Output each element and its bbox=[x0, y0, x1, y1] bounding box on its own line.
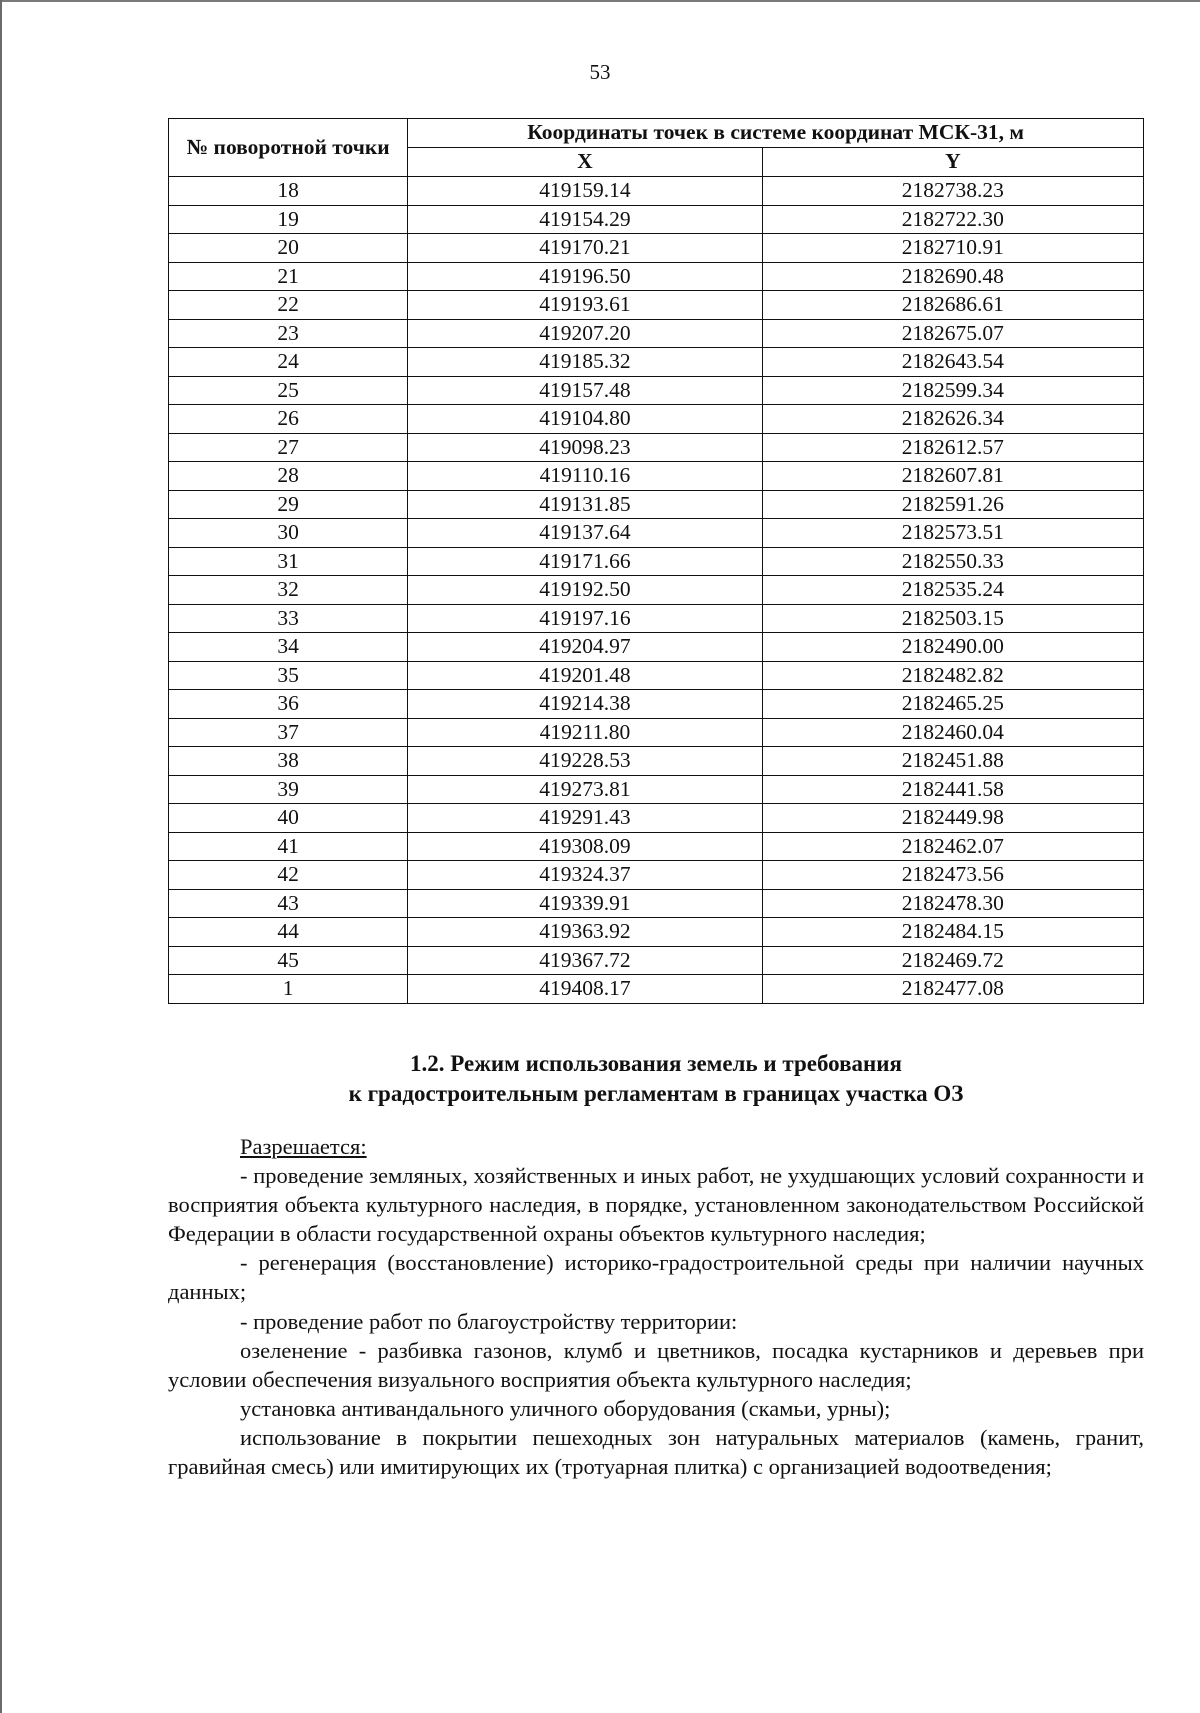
cell-x: 419185.32 bbox=[408, 348, 762, 377]
cell-y: 2182449.98 bbox=[762, 804, 1143, 833]
cell-n: 40 bbox=[169, 804, 408, 833]
cell-n: 32 bbox=[169, 576, 408, 605]
header-point-number: № поворотной точки bbox=[169, 119, 408, 177]
cell-n: 18 bbox=[169, 177, 408, 206]
cell-n: 20 bbox=[169, 234, 408, 263]
cell-y: 2182478.30 bbox=[762, 889, 1143, 918]
table-row bbox=[169, 918, 1144, 947]
cell-y: 2182477.08 bbox=[762, 975, 1143, 1004]
cell-y: 2182686.61 bbox=[762, 291, 1143, 320]
cell-x: 419171.66 bbox=[408, 547, 762, 576]
cell-x: 419204.97 bbox=[408, 633, 762, 662]
paragraph: - регенерация (восстановление) историко-градостроительной среды при наличии научных данных; bbox=[168, 1250, 1144, 1305]
cell-n: 21 bbox=[169, 262, 408, 291]
cell-n: 1 bbox=[169, 975, 408, 1004]
section-heading bbox=[168, 1049, 1144, 1109]
cell-x: 419196.50 bbox=[408, 262, 762, 291]
cell-n: 23 bbox=[169, 319, 408, 348]
cell-n: 43 bbox=[169, 889, 408, 918]
cell-n: 29 bbox=[169, 490, 408, 519]
table-row bbox=[169, 262, 1144, 291]
cell-x: 419324.37 bbox=[408, 861, 762, 890]
cell-y: 2182503.15 bbox=[762, 604, 1143, 633]
paragraph: - проведение земляных, хозяйственных и иных работ, не ухудшающих условий сохранности и восприятия объекта культурного наследия, в порядке, установленном законодательством Российской Федерации в области государственной охраны объектов культурного наследия; bbox=[168, 1163, 1144, 1247]
cell-x: 419211.80 bbox=[408, 718, 762, 747]
cell-y: 2182460.04 bbox=[762, 718, 1143, 747]
section-heading-line-2: к градостроительным регламентам в границах участка ОЗ bbox=[348, 1081, 964, 1106]
table-body bbox=[169, 177, 1144, 1004]
table-row bbox=[169, 747, 1144, 776]
cell-y: 2182465.25 bbox=[762, 690, 1143, 719]
allowed-label: Разрешается: bbox=[240, 1134, 367, 1159]
cell-x: 419367.72 bbox=[408, 946, 762, 975]
table-row bbox=[169, 576, 1144, 605]
table-row bbox=[169, 433, 1144, 462]
table-row bbox=[169, 775, 1144, 804]
cell-x: 419214.38 bbox=[408, 690, 762, 719]
cell-y: 2182690.48 bbox=[762, 262, 1143, 291]
cell-y: 2182490.00 bbox=[762, 633, 1143, 662]
table-row bbox=[169, 291, 1144, 320]
cell-n: 38 bbox=[169, 747, 408, 776]
cell-y: 2182573.51 bbox=[762, 519, 1143, 548]
page-number: 53 bbox=[589, 60, 611, 84]
cell-y: 2182591.26 bbox=[762, 490, 1143, 519]
cell-n: 37 bbox=[169, 718, 408, 747]
cell-y: 2182469.72 bbox=[762, 946, 1143, 975]
cell-n: 30 bbox=[169, 519, 408, 548]
cell-n: 26 bbox=[169, 405, 408, 434]
cell-n: 45 bbox=[169, 946, 408, 975]
cell-n: 34 bbox=[169, 633, 408, 662]
cell-n: 22 bbox=[169, 291, 408, 320]
header-y: Y bbox=[762, 148, 1143, 177]
cell-y: 2182599.34 bbox=[762, 376, 1143, 405]
table-row bbox=[169, 462, 1144, 491]
scan-edge-left bbox=[0, 0, 2, 1713]
cell-x: 419197.16 bbox=[408, 604, 762, 633]
header-x: X bbox=[408, 148, 762, 177]
cell-n: 35 bbox=[169, 661, 408, 690]
cell-x: 419154.29 bbox=[408, 205, 762, 234]
cell-x: 419110.16 bbox=[408, 462, 762, 491]
cell-x: 419408.17 bbox=[408, 975, 762, 1004]
table-row bbox=[169, 889, 1144, 918]
table-row bbox=[169, 376, 1144, 405]
cell-y: 2182451.88 bbox=[762, 747, 1143, 776]
cell-x: 419104.80 bbox=[408, 405, 762, 434]
cell-n: 28 bbox=[169, 462, 408, 491]
table-row bbox=[169, 804, 1144, 833]
cell-x: 419339.91 bbox=[408, 889, 762, 918]
cell-y: 2182722.30 bbox=[762, 205, 1143, 234]
scan-edge-top bbox=[0, 0, 1200, 2]
cell-x: 419228.53 bbox=[408, 747, 762, 776]
cell-y: 2182738.23 bbox=[762, 177, 1143, 206]
cell-n: 31 bbox=[169, 547, 408, 576]
cell-y: 2182550.33 bbox=[762, 547, 1143, 576]
coordinates-table bbox=[168, 118, 1144, 1004]
cell-n: 44 bbox=[169, 918, 408, 947]
cell-x: 419170.21 bbox=[408, 234, 762, 263]
cell-x: 419363.92 bbox=[408, 918, 762, 947]
table-row bbox=[169, 661, 1144, 690]
cell-y: 2182462.07 bbox=[762, 832, 1143, 861]
paragraph: - проведение работ по благоустройству территории: bbox=[240, 1308, 738, 1334]
cell-n: 24 bbox=[169, 348, 408, 377]
cell-x: 419201.48 bbox=[408, 661, 762, 690]
cell-y: 2182710.91 bbox=[762, 234, 1143, 263]
cell-y: 2182441.58 bbox=[762, 775, 1143, 804]
paragraph: использование в покрытии пешеходных зон натуральных материалов (камень, гранит, гравийная смесь) или имитирующих их (тротуарная плитка) с организацией водоотведения; bbox=[168, 1424, 1144, 1480]
cell-y: 2182643.54 bbox=[762, 348, 1143, 377]
table-row bbox=[169, 690, 1144, 719]
cell-x: 419207.20 bbox=[408, 319, 762, 348]
cell-x: 419192.50 bbox=[408, 576, 762, 605]
cell-x: 419291.43 bbox=[408, 804, 762, 833]
table-row bbox=[169, 946, 1144, 975]
section-body bbox=[168, 1132, 1144, 1481]
cell-y: 2182473.56 bbox=[762, 861, 1143, 890]
cell-n: 33 bbox=[169, 604, 408, 633]
cell-y: 2182612.57 bbox=[762, 433, 1143, 462]
section-heading-line-1: 1.2. Режим использования земель и требования bbox=[410, 1051, 902, 1076]
cell-n: 27 bbox=[169, 433, 408, 462]
cell-x: 419157.48 bbox=[408, 376, 762, 405]
table-row bbox=[169, 861, 1144, 890]
cell-x: 419137.64 bbox=[408, 519, 762, 548]
table-row bbox=[169, 405, 1144, 434]
table-row bbox=[169, 205, 1144, 234]
table-row bbox=[169, 519, 1144, 548]
table-row bbox=[169, 348, 1144, 377]
cell-x: 419193.61 bbox=[408, 291, 762, 320]
cell-x: 419098.23 bbox=[408, 433, 762, 462]
cell-n: 25 bbox=[169, 376, 408, 405]
table-row bbox=[169, 177, 1144, 206]
table-row bbox=[169, 604, 1144, 633]
table-row bbox=[169, 547, 1144, 576]
cell-n: 42 bbox=[169, 861, 408, 890]
cell-n: 41 bbox=[169, 832, 408, 861]
cell-y: 2182535.24 bbox=[762, 576, 1143, 605]
paragraph: установка антивандального уличного оборудования (скамьи, урны); bbox=[240, 1395, 891, 1421]
cell-x: 419273.81 bbox=[408, 775, 762, 804]
table-row bbox=[169, 975, 1144, 1004]
table-row bbox=[169, 234, 1144, 263]
table-row bbox=[169, 718, 1144, 747]
cell-n: 39 bbox=[169, 775, 408, 804]
cell-y: 2182607.81 bbox=[762, 462, 1143, 491]
cell-n: 19 bbox=[169, 205, 408, 234]
table-row bbox=[169, 319, 1144, 348]
table-row bbox=[169, 490, 1144, 519]
cell-y: 2182626.34 bbox=[762, 405, 1143, 434]
cell-x: 419308.09 bbox=[408, 832, 762, 861]
table-row bbox=[169, 832, 1144, 861]
table-row bbox=[169, 633, 1144, 662]
header-coordinates: Координаты точек в системе координат МСК-31, м bbox=[408, 119, 1144, 148]
cell-x: 419131.85 bbox=[408, 490, 762, 519]
cell-n: 36 bbox=[169, 690, 408, 719]
cell-x: 419159.14 bbox=[408, 177, 762, 206]
cell-y: 2182482.82 bbox=[762, 661, 1143, 690]
paragraph: озеленение - разбивка газонов, клумб и цветников, посадка кустарников и деревьев при условии обеспечения визуального восприятия объекта культурного наследия; bbox=[168, 1337, 1144, 1392]
cell-y: 2182484.15 bbox=[762, 918, 1143, 947]
cell-y: 2182675.07 bbox=[762, 319, 1143, 348]
